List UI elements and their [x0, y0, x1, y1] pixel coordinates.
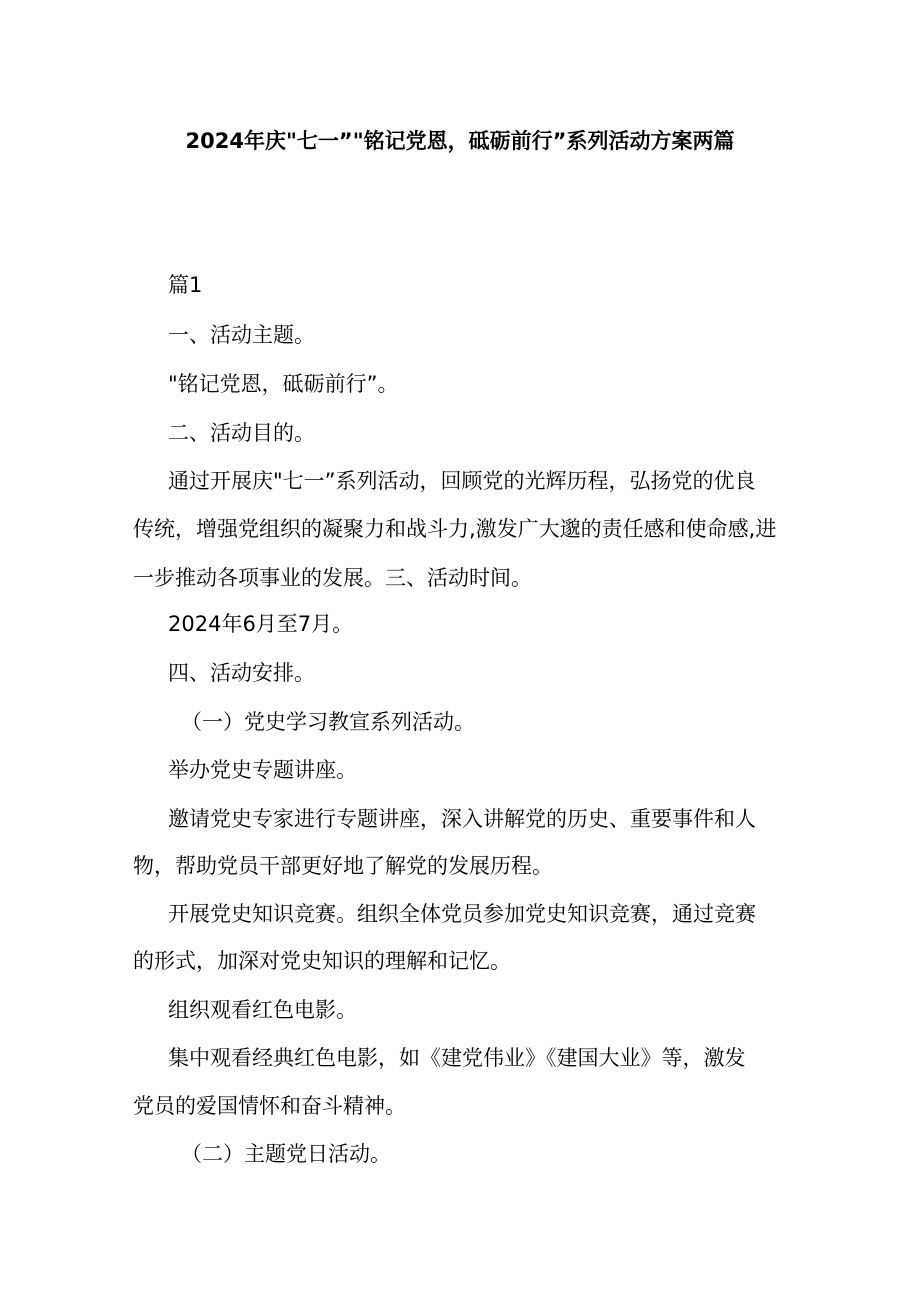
subheading-study: （一）党史学习教宣系列活动。 [181, 710, 475, 734]
movie-line-2: 党员的爱国情怀和奋斗精神。 [133, 1094, 406, 1118]
movie-line-1: 集中观看经典红色电影，如《建党伟业》《建国大业》等，激发 [168, 1046, 746, 1070]
item-movie: 组织观看红色电影。 [168, 998, 357, 1022]
quiz-line-2: 的形式，加深对党史知识的理解和记忆。 [133, 949, 511, 973]
lecture-line-1: 邀请党史专家进行专题讲座，深入讲解党的历史、重要事件和人 [168, 807, 756, 831]
item-lecture: 举办党史专题讲座。 [168, 758, 357, 782]
time-text: 2024年6月至7月。 [168, 612, 354, 636]
heading-arrangement: 四、活动安排。 [168, 661, 315, 685]
heading-purpose: 二、活动目的。 [168, 421, 315, 445]
subheading-party-day: （二）主题党日活动。 [181, 1142, 391, 1166]
heading-theme: 一、活动主题。 [168, 323, 315, 347]
document-title: 2024年庆"七一”"铭记党恩，砥砺前行”系列活动方案两篇 [185, 129, 735, 153]
purpose-line-1: 通过开展庆"七一”系列活动，回顾党的光辉历程，弘扬党的优良 [168, 469, 756, 493]
lecture-line-2: 物，帮助党员干部更好地了解党的发展历程。 [133, 854, 553, 878]
section-label: 篇1 [168, 273, 203, 297]
quiz-line-1: 开展党史知识竞赛。组织全体党员参加党史知识竞赛，通过竞赛 [168, 902, 756, 926]
purpose-line-2: 传统，增强党组织的凝聚力和战斗力,激发广大邈的责任感和使命感,进 [133, 517, 777, 541]
theme-text: "铭记党恩，砥砺前行”。 [168, 372, 399, 396]
purpose-line-3: 一步推动各项事业的发展。三、活动时间。 [133, 566, 532, 590]
